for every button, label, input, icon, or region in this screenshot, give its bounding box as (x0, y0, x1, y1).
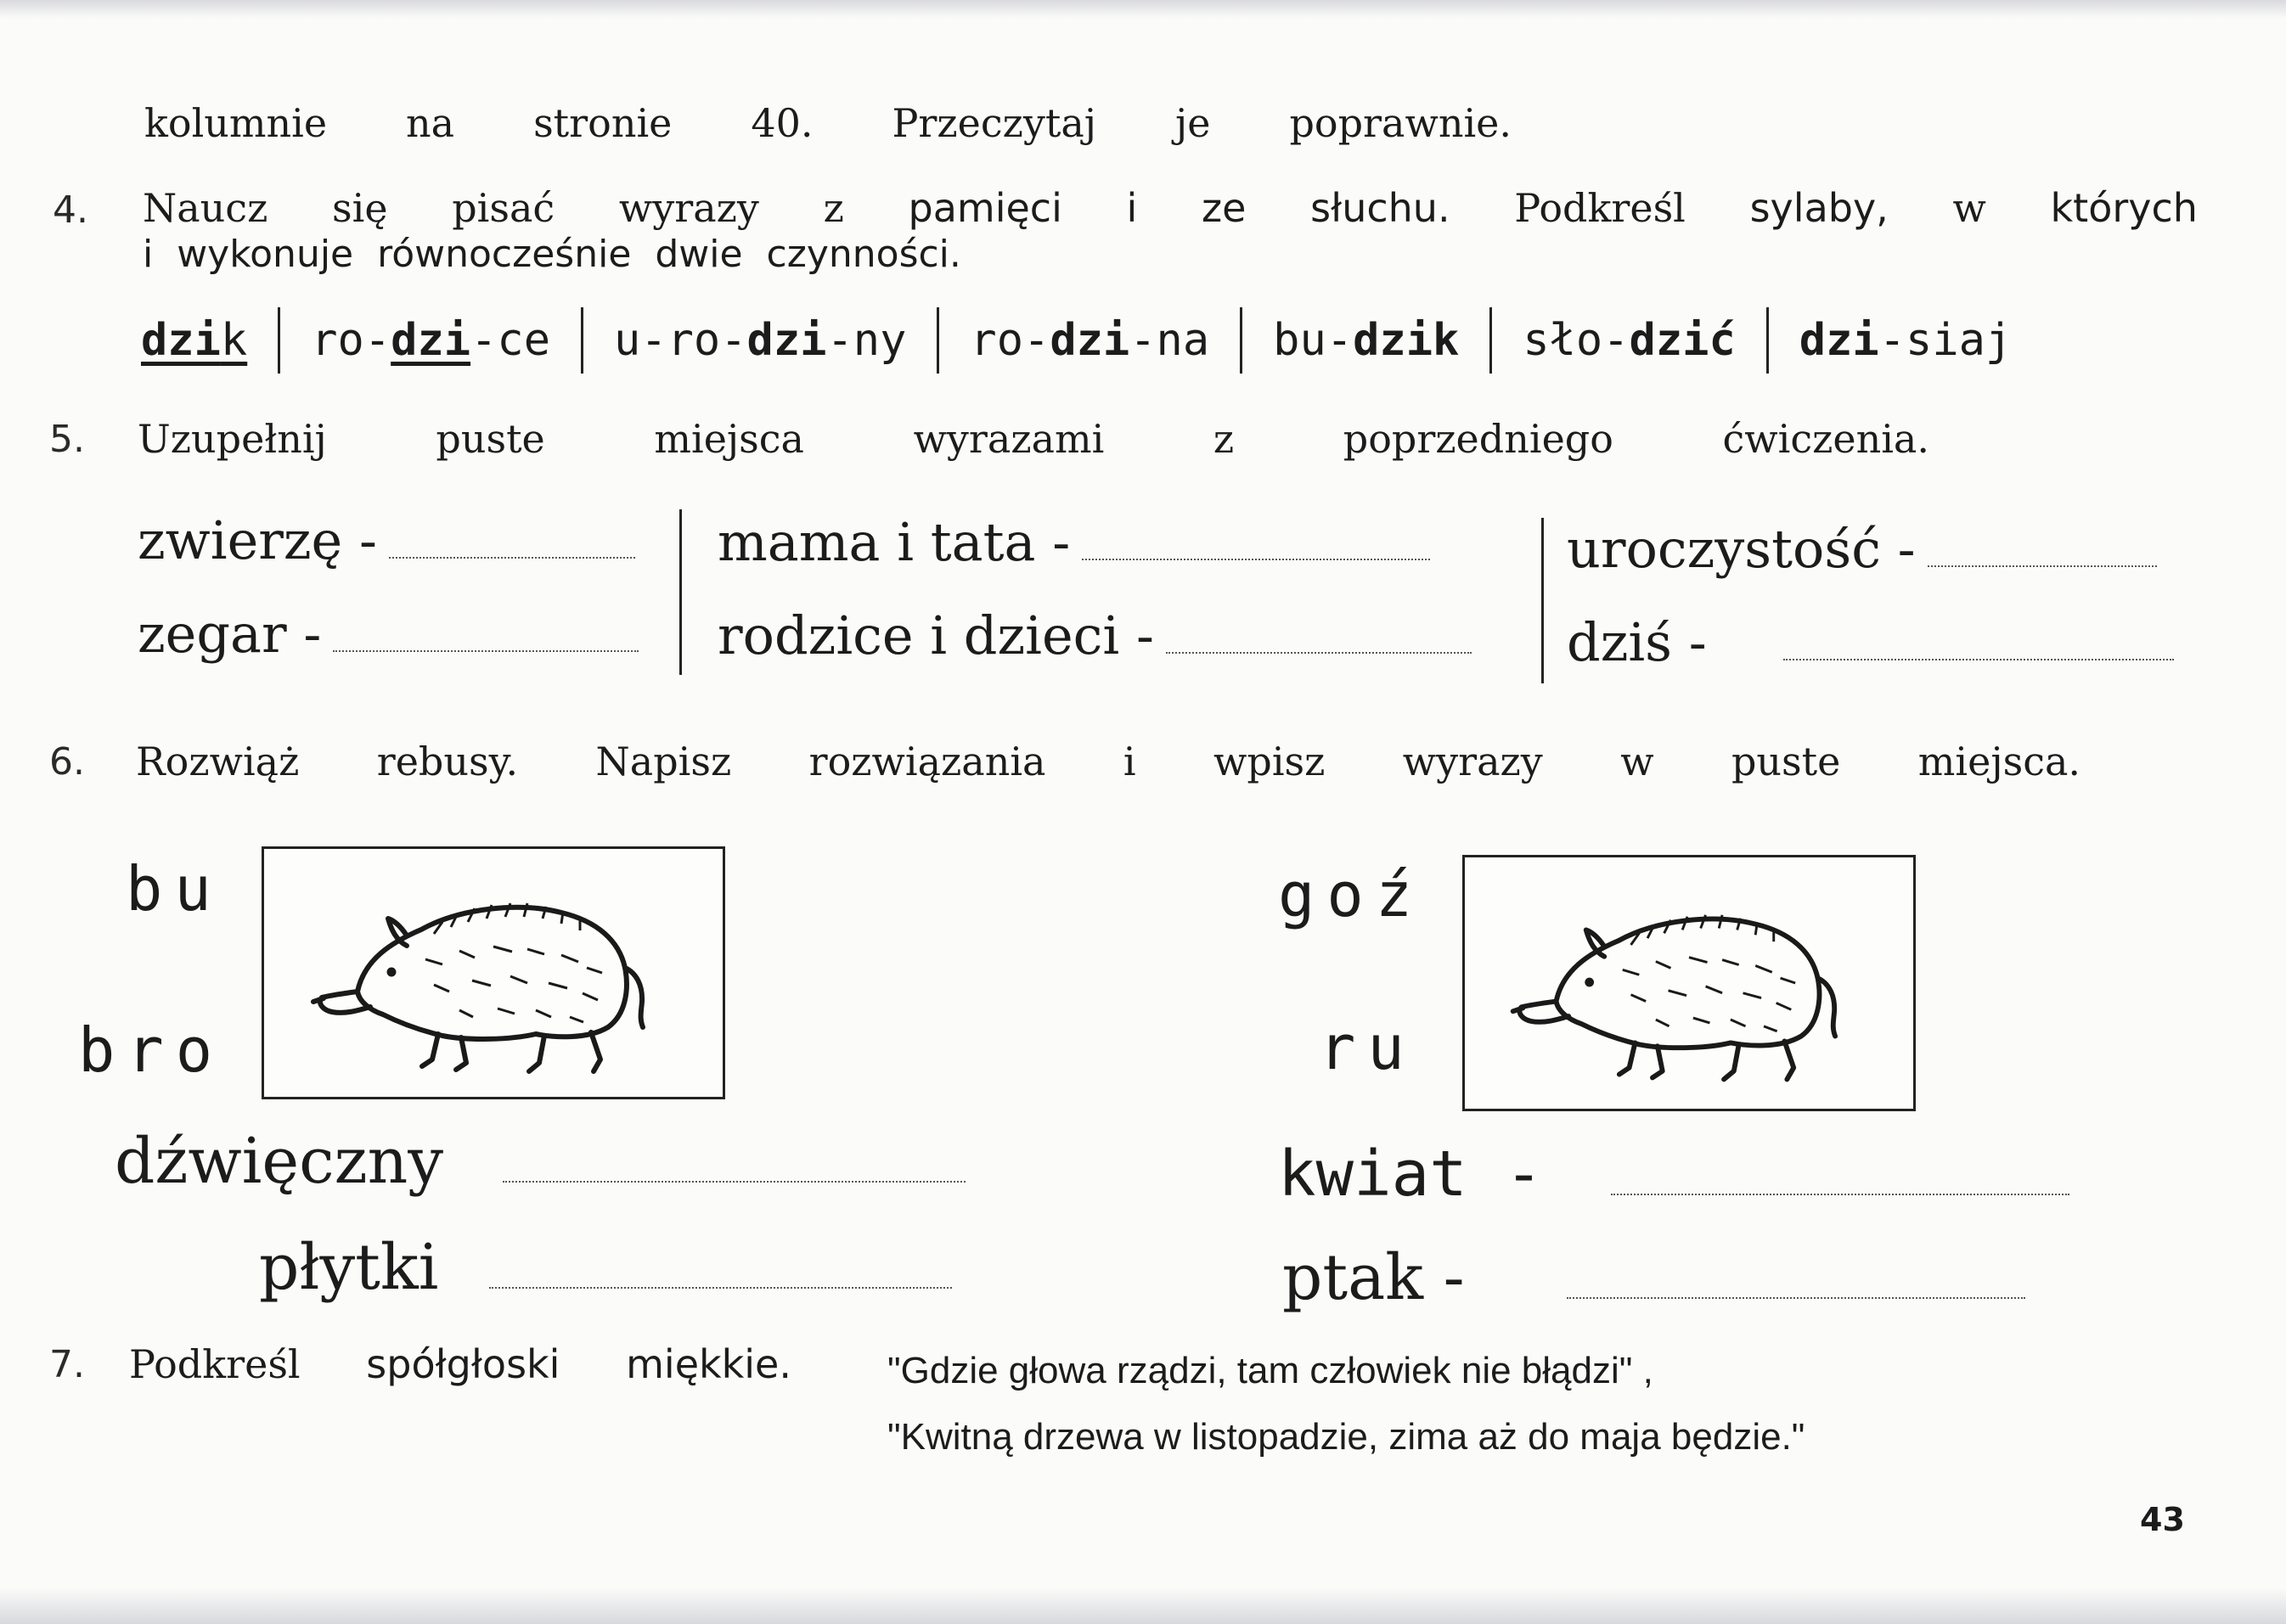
exercise-4-line1: Naucz się pisać wyrazy z pamięci i ze słuchu. Podkreśl sylaby, w których (143, 185, 2198, 231)
blank-line[interactable] (1082, 557, 1430, 560)
fill-zwierze: zwierzę - (138, 509, 635, 571)
syllable-word: dzik (141, 315, 248, 366)
proverb-1: "Gdzie głowa rządzi, tam człowiek nie błądzi" , (887, 1350, 1653, 1391)
answer-ptak: ptak - (1282, 1241, 2025, 1314)
exercise-5-instruction: Uzupełnij puste miejsca wyrazami z poprzedniego ćwiczenia. (138, 416, 1929, 462)
scan-bottom-edge (0, 1587, 2286, 1624)
answer-plytki: płytki (259, 1231, 952, 1304)
rebus-1-top: bu (126, 853, 223, 924)
syllable-word: dzi-siaj (1799, 315, 2013, 366)
fill-mama-tata: mama i tata - (718, 511, 1430, 573)
rebus-2-picture-box (1462, 855, 1916, 1111)
syllable-word: ro-dzi-na (970, 315, 1210, 366)
fill-uroczystosc: uroczystość - (1567, 518, 2157, 580)
syllable-word: ro-dzi-ce (311, 315, 550, 366)
exercise-7-instruction: Podkreśl spółgłoski miękkie. (129, 1341, 791, 1387)
blank-line[interactable] (1928, 564, 2157, 567)
line-top: kolumnie na stronie 40. Przeczytaj je poprawnie. (144, 100, 1512, 146)
answer-dzwieczny: dźwięczny (115, 1125, 966, 1198)
blank-line[interactable] (333, 649, 639, 652)
fill-dzis: dziś - (1567, 611, 2174, 673)
rebus-2-top: goź (1278, 859, 1425, 930)
exercise-7-number: 7. (49, 1343, 85, 1386)
syllable-word: sło-dzić (1523, 315, 1736, 366)
exercise-6-instruction: Rozwiąż rebusy. Napisz rozwiązania i wpisz wyrazy w puste miejsca. (136, 739, 2080, 784)
rebus-1-picture-box (262, 846, 725, 1099)
syllable-word: u-ro-dzi-ny (614, 315, 907, 366)
exercise-4-number: 4. (53, 188, 88, 232)
fill-rodzice-dzieci: rodzice i dzieci - (718, 604, 1472, 666)
answer-kwiat: kwiat - (1278, 1138, 2069, 1211)
exercise-5-number: 5. (49, 418, 85, 461)
page-number: 43 (2140, 1501, 2185, 1538)
blank-line[interactable] (489, 1285, 952, 1289)
fill-zegar: zegar - (138, 603, 639, 665)
rebus-2-bottom: ru (1319, 1012, 1416, 1083)
blank-line[interactable] (1611, 1192, 2069, 1195)
column-divider (1541, 518, 1544, 683)
rebus-1-bottom: bro (78, 1014, 225, 1086)
syllable-word: bu-dzik (1273, 315, 1460, 366)
syllable-row (110, 307, 2042, 374)
scan-top-edge (0, 0, 2286, 19)
proverb-2: "Kwitną drzewa w listopadzie, zima aż do maja będzie." (887, 1416, 1805, 1458)
blank-line[interactable] (389, 555, 635, 559)
blank-line[interactable] (503, 1179, 966, 1183)
boar-icon (264, 849, 723, 1097)
column-divider (679, 509, 682, 675)
blank-line[interactable] (1166, 650, 1472, 654)
blank-line[interactable] (1783, 657, 2174, 660)
exercise-6-number: 6. (49, 740, 85, 784)
exercise-4-line2: i wykonuje równocześnie dwie czynności. (143, 233, 961, 276)
boar-icon (1465, 857, 1913, 1109)
blank-line[interactable] (1567, 1295, 2025, 1299)
